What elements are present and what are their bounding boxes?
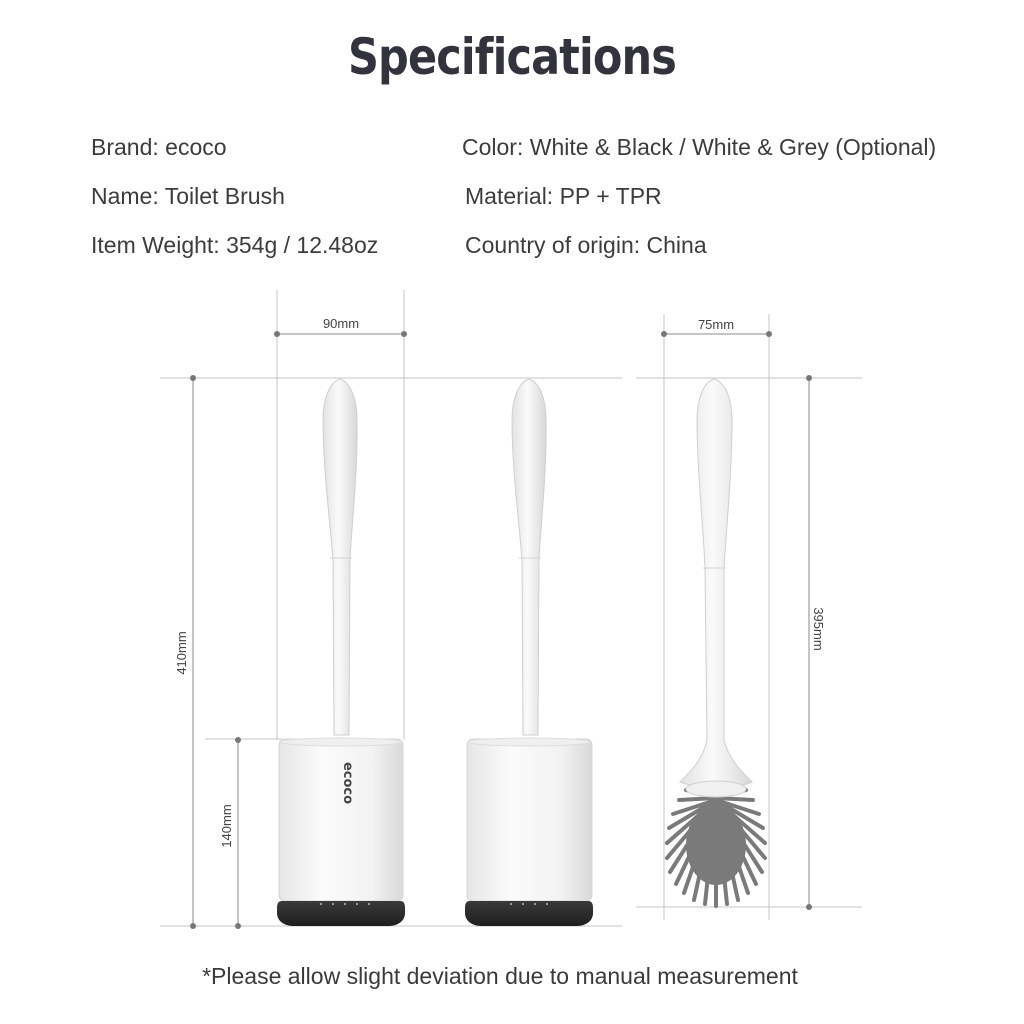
holder-width-dimension (274, 316, 407, 337)
holder-base (277, 901, 405, 926)
product-brush (667, 379, 765, 906)
holder-body (467, 739, 592, 901)
holder-base (465, 901, 593, 926)
brush-handle (512, 379, 546, 735)
holder-logo: ecoco (340, 761, 355, 805)
measurement-note: *Please allow slight deviation due to manual measurement (202, 963, 798, 989)
brush-handle (680, 379, 752, 788)
spec-brand: Brand: ecoco (91, 134, 227, 160)
product-holder-back (465, 379, 593, 926)
spec-origin: Country of origin: China (465, 232, 707, 258)
holder-height-dimension (219, 737, 241, 929)
total-height-label: 410mm (174, 631, 189, 675)
total-height-dimension (174, 375, 196, 929)
spec-weight: Item Weight: 354g / 12.48oz (91, 232, 379, 258)
spec-color: Color: White & Black / White & Grey (Optional) (462, 134, 937, 160)
brush-width-label: 75mm (697, 317, 735, 332)
spec-name: Name: Toilet Brush (91, 183, 285, 209)
brush-handle (323, 379, 357, 735)
holder-height-label: 140mm (219, 804, 234, 848)
page-title: Specifications (347, 28, 677, 86)
holder-width-label: 90mm (322, 316, 360, 331)
spec-material: Material: PP + TPR (465, 183, 662, 209)
brush-height-label: 395mm (811, 607, 826, 651)
brush-width-dimension (661, 317, 772, 337)
brush-height-dimension (806, 375, 826, 910)
product-holder-front (277, 379, 405, 926)
